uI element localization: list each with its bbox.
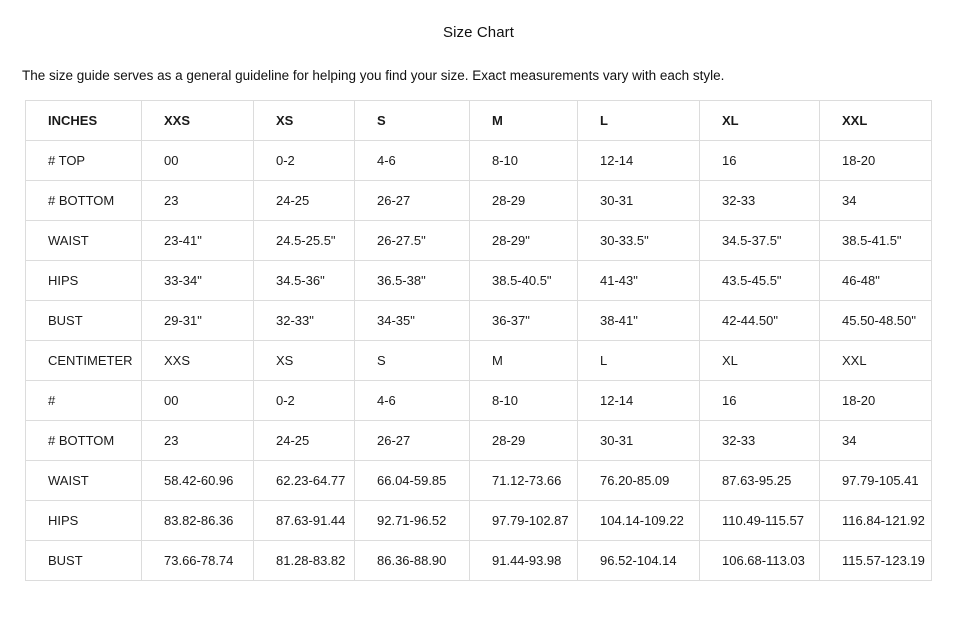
size-value-cell: 18-20	[820, 381, 932, 421]
size-value-cell: 0-2	[254, 141, 355, 181]
size-value-cell: 30-33.5"	[578, 221, 700, 261]
size-chart-table	[25, 100, 932, 581]
size-value-cell: 24.5-25.5"	[254, 221, 355, 261]
size-value-cell: 8-10	[470, 381, 578, 421]
size-value-cell: 26-27	[355, 421, 470, 461]
size-value-cell: 29-31"	[142, 301, 254, 341]
size-value-cell: 36.5-38"	[355, 261, 470, 301]
table-row	[26, 301, 932, 341]
size-value-cell: 4-6	[355, 381, 470, 421]
size-value-cell: 24-25	[254, 421, 355, 461]
size-column-header: XXS	[142, 101, 254, 141]
table-row	[26, 141, 932, 181]
size-value-cell: 38-41"	[578, 301, 700, 341]
size-value-cell: 46-48"	[820, 261, 932, 301]
table-row	[26, 501, 932, 541]
size-value-cell: 4-6	[355, 141, 470, 181]
unit-system-header: INCHES	[26, 101, 142, 141]
size-value-cell: 58.42-60.96	[142, 461, 254, 501]
size-value-cell: 41-43"	[578, 261, 700, 301]
size-value-cell: 83.82-86.36	[142, 501, 254, 541]
row-label-cell: CENTIMETER	[26, 341, 142, 381]
table-row	[26, 381, 932, 421]
row-label-cell: WAIST	[26, 461, 142, 501]
size-value-cell: 12-14	[578, 381, 700, 421]
row-label-cell: # TOP	[26, 141, 142, 181]
size-column-header: XS	[254, 101, 355, 141]
size-value-cell: 104.14-109.22	[578, 501, 700, 541]
size-guide-description: The size guide serves as a general guideline for helping you find your size. Exact measurements vary with each style.	[22, 68, 725, 83]
size-column-header: S	[355, 101, 470, 141]
row-label-cell: BUST	[26, 541, 142, 581]
size-value-cell: 92.71-96.52	[355, 501, 470, 541]
row-label-cell: HIPS	[26, 501, 142, 541]
size-value-cell: 34.5-36"	[254, 261, 355, 301]
size-value-cell: 32-33	[700, 421, 820, 461]
size-value-cell: 81.28-83.82	[254, 541, 355, 581]
size-value-cell: 32-33	[700, 181, 820, 221]
size-value-cell: XXS	[142, 341, 254, 381]
size-value-cell: 38.5-41.5"	[820, 221, 932, 261]
size-value-cell: 00	[142, 141, 254, 181]
size-value-cell: 86.36-88.90	[355, 541, 470, 581]
size-value-cell: 97.79-105.41	[820, 461, 932, 501]
size-value-cell: 30-31	[578, 421, 700, 461]
table-row	[26, 341, 932, 381]
size-value-cell: 18-20	[820, 141, 932, 181]
size-value-cell: L	[578, 341, 700, 381]
size-value-cell: 8-10	[470, 141, 578, 181]
size-value-cell: 97.79-102.87	[470, 501, 578, 541]
size-value-cell: 34	[820, 421, 932, 461]
size-value-cell: 36-37"	[470, 301, 578, 341]
size-value-cell: 34-35"	[355, 301, 470, 341]
size-value-cell: 73.66-78.74	[142, 541, 254, 581]
size-column-header: L	[578, 101, 700, 141]
size-value-cell: 45.50-48.50"	[820, 301, 932, 341]
size-value-cell: 34	[820, 181, 932, 221]
size-column-header: XL	[700, 101, 820, 141]
row-label-cell: WAIST	[26, 221, 142, 261]
size-value-cell: 62.23-64.77	[254, 461, 355, 501]
size-value-cell: 87.63-95.25	[700, 461, 820, 501]
size-value-cell: 23	[142, 421, 254, 461]
size-value-cell: 116.84-121.92	[820, 501, 932, 541]
size-value-cell: 26-27	[355, 181, 470, 221]
size-value-cell: XXL	[820, 341, 932, 381]
size-value-cell: 28-29"	[470, 221, 578, 261]
row-label-cell: BUST	[26, 301, 142, 341]
size-value-cell: XL	[700, 341, 820, 381]
size-value-cell: 32-33"	[254, 301, 355, 341]
size-value-cell: 91.44-93.98	[470, 541, 578, 581]
row-label-cell: #	[26, 381, 142, 421]
table-row	[26, 461, 932, 501]
size-value-cell: 16	[700, 141, 820, 181]
size-value-cell: 34.5-37.5"	[700, 221, 820, 261]
size-value-cell: 23	[142, 181, 254, 221]
size-value-cell: 28-29	[470, 181, 578, 221]
size-value-cell: 12-14	[578, 141, 700, 181]
table-header-row	[26, 101, 932, 141]
table-head	[26, 101, 932, 141]
size-value-cell: 0-2	[254, 381, 355, 421]
size-value-cell: 33-34"	[142, 261, 254, 301]
size-value-cell: 00	[142, 381, 254, 421]
size-value-cell: 66.04-59.85	[355, 461, 470, 501]
table-row	[26, 421, 932, 461]
size-value-cell: 115.57-123.19	[820, 541, 932, 581]
page-title: Size Chart	[442, 24, 515, 41]
size-value-cell: 28-29	[470, 421, 578, 461]
size-value-cell: S	[355, 341, 470, 381]
size-value-cell: 87.63-91.44	[254, 501, 355, 541]
size-value-cell: 106.68-113.03	[700, 541, 820, 581]
table-body	[26, 141, 932, 581]
size-value-cell: 43.5-45.5"	[700, 261, 820, 301]
size-column-header: M	[470, 101, 578, 141]
size-value-cell: 26-27.5"	[355, 221, 470, 261]
table-row	[26, 221, 932, 261]
row-label-cell: # BOTTOM	[26, 421, 142, 461]
size-column-header: XXL	[820, 101, 932, 141]
size-value-cell: 71.12-73.66	[470, 461, 578, 501]
size-value-cell: 24-25	[254, 181, 355, 221]
table-row	[26, 261, 932, 301]
table-row	[26, 541, 932, 581]
size-value-cell: 96.52-104.14	[578, 541, 700, 581]
size-value-cell: M	[470, 341, 578, 381]
size-value-cell: 30-31	[578, 181, 700, 221]
row-label-cell: # BOTTOM	[26, 181, 142, 221]
size-value-cell: 42-44.50"	[700, 301, 820, 341]
size-value-cell: XS	[254, 341, 355, 381]
row-label-cell: HIPS	[26, 261, 142, 301]
size-value-cell: 23-41"	[142, 221, 254, 261]
size-value-cell: 16	[700, 381, 820, 421]
size-value-cell: 110.49-115.57	[700, 501, 820, 541]
table-row	[26, 181, 932, 221]
size-value-cell: 38.5-40.5"	[470, 261, 578, 301]
size-value-cell: 76.20-85.09	[578, 461, 700, 501]
